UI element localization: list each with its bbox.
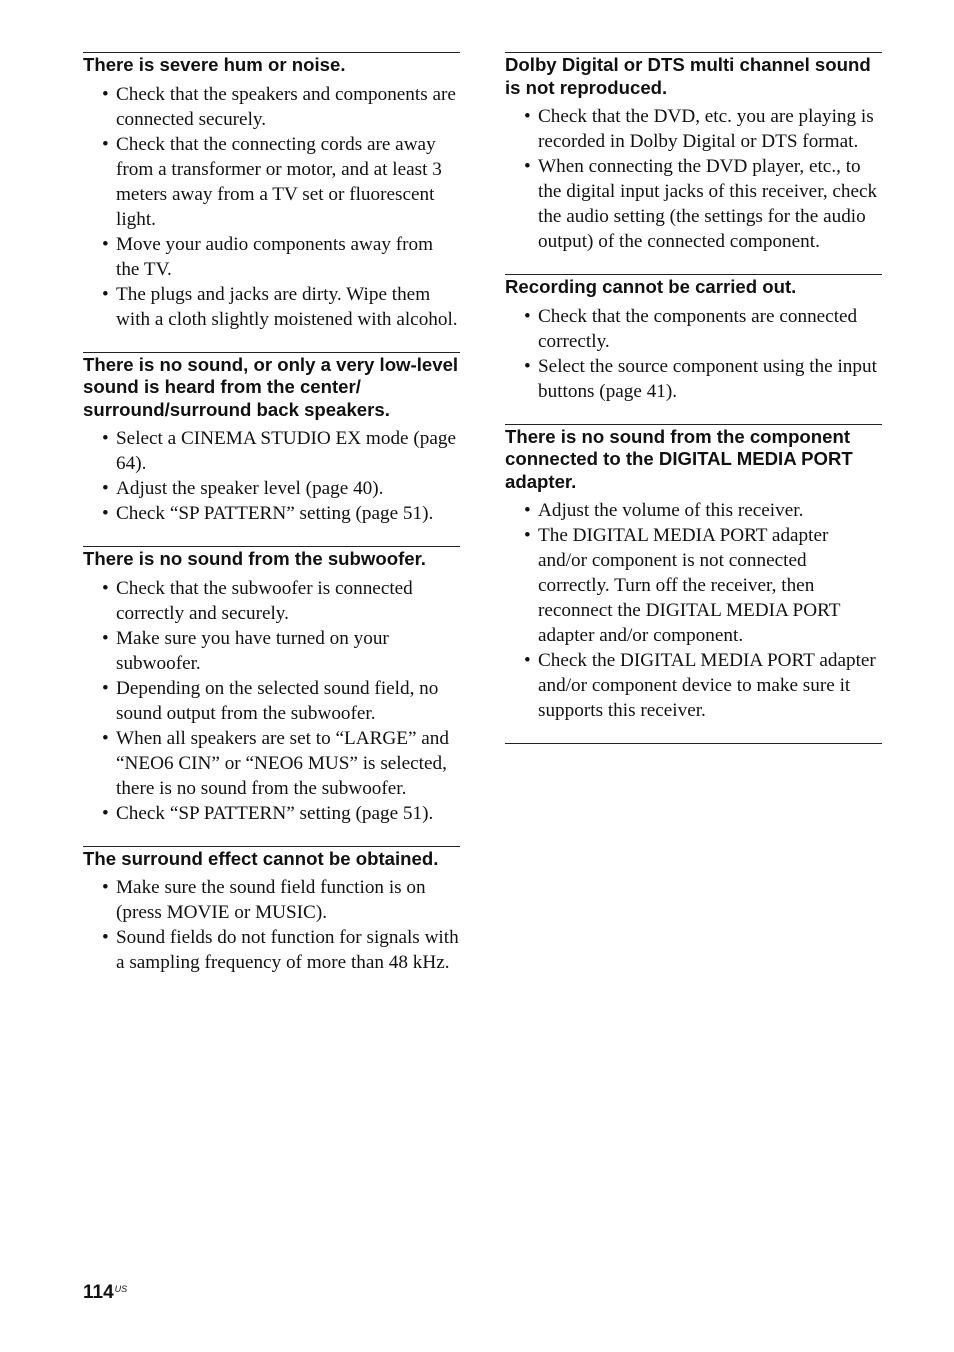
bullet-item: • Check that the connecting cords are away from a transformer or motor, and at least 3 meters away from a TV set or fluorescent light. [83,132,460,232]
bullet-item: • Depending on the selected sound field, no sound output from the subwoofer. [83,676,460,726]
troubleshooting-section [505,52,882,254]
bullet-item: • The DIGITAL MEDIA PORT adapter and/or component is not connected correctly. Turn off the receiver, then reconnect the DIGITAL MEDIA PORT adapter and/or component. [505,523,882,648]
page-number [83,1282,127,1304]
section-title: There is no sound from the subwoofer. [83,548,426,569]
bullet-item: • Check that the subwoofer is connected correctly and securely. [83,576,460,626]
section-title: Dolby Digital or DTS multi channel sound is not reproduced. [505,54,871,98]
troubleshooting-section [83,52,460,332]
bullet-item: • Select the source component using the input buttons (page 41). [505,354,882,404]
bullet-item: • Check that the components are connected correctly. [505,304,882,354]
bullet-item: • Check “SP PATTERN” setting (page 51). [83,801,460,826]
bullet-item: • When all speakers are set to “LARGE” and “NEO6 CIN” or “NEO6 MUS” is selected, there is no sound from the subwoofer. [83,726,460,801]
bullet-list [83,426,460,526]
bullet-item: • Move your audio components away from the TV. [83,232,460,282]
bullet-list [83,576,460,826]
end-rule [505,743,882,744]
bullet-item: • Check the DIGITAL MEDIA PORT adapter and/or component device to make sure it supports this receiver. [505,648,882,723]
troubleshooting-section [83,352,460,527]
troubleshooting-section [505,424,882,724]
bullet-item: • Sound fields do not function for signals with a sampling frequency of more than 48 kHz. [83,925,460,975]
section-title: The surround effect cannot be obtained. [83,847,439,869]
left-column [83,52,460,995]
page-number-value: 114 [83,1282,114,1303]
bullet-list [505,304,882,404]
bullet-item: • Make sure the sound field function is on (press MOVIE or MUSIC). [83,875,460,925]
page-region-label: US [114,1284,128,1294]
bullet-list [505,104,882,254]
bullet-item: • When connecting the DVD player, etc., to the digital input jacks of this receiver, check the audio setting (the settings for the audio output) of the connected component. [505,154,882,254]
bullet-item: • Check that the DVD, etc. you are playing is recorded in Dolby Digital or DTS format. [505,104,882,154]
bullet-list [83,875,460,975]
troubleshooting-section [83,846,460,976]
bullet-item: • Check “SP PATTERN” setting (page 51). [83,501,460,526]
troubleshooting-section [505,274,882,404]
troubleshooting-section [83,546,460,826]
bullet-list [505,498,882,723]
bullet-item: • Adjust the speaker level (page 40). [83,476,460,501]
section-title: Recording cannot be carried out. [505,276,797,297]
bullet-item: • Check that the speakers and components are connected securely. [83,82,460,132]
bullet-list [83,82,460,332]
right-column [505,52,882,744]
bullet-item: • Select a CINEMA STUDIO EX mode (page 64). [83,426,460,476]
bullet-item: • Make sure you have turned on your subwoofer. [83,626,460,676]
bullet-item: • The plugs and jacks are dirty. Wipe them with a cloth slightly moistened with alcohol. [83,282,460,332]
section-title: There is no sound, or only a very low-level sound is heard from the center/ surround/surround back speakers. [83,353,459,420]
section-title: There is severe hum or noise. [83,54,346,75]
section-title: There is no sound from the component connected to the DIGITAL MEDIA PORT adapter. [505,425,853,492]
bullet-item: • Adjust the volume of this receiver. [505,498,882,523]
